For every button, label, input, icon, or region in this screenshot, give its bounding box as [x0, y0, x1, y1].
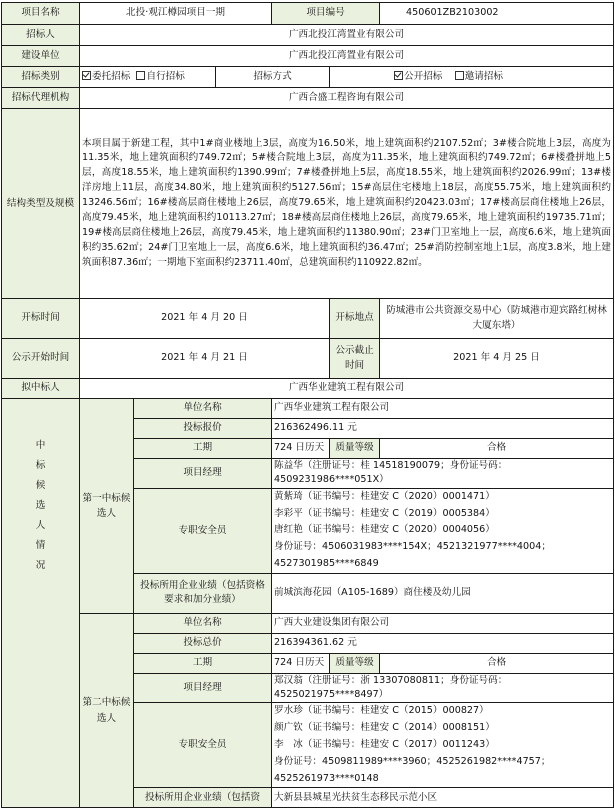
checkbox-checked-icon[interactable]	[82, 71, 91, 80]
second-safety-label: 专职安全员	[134, 703, 272, 788]
tender-method-options	[330, 67, 614, 88]
first-unit-value: 广西华业建筑工程有限公司	[272, 399, 614, 419]
first-quality-label: 质量等级	[330, 439, 380, 459]
project-name-label: 项目名称	[2, 3, 80, 25]
second-manager-value: 郑汉翁（注册证号：浙 13307080811；身份证号码：4525021975****8497）	[272, 673, 614, 703]
second-unit-value: 广西大业建设集团有限公司	[272, 613, 614, 633]
first-perf-label: 投标所用企业业绩（包括资格要求和加分业绩）	[134, 573, 272, 613]
second-perf-label: 投标所用企业业绩（包括资	[134, 788, 272, 808]
first-price-label: 投标报价	[134, 419, 272, 439]
second-manager-label: 项目经理	[134, 673, 272, 703]
second-safety-line: 罗水珍（证书编号：桂建安 C（2015）000827）	[274, 705, 489, 717]
builder-label: 建设单位	[2, 46, 80, 67]
first-manager-value: 陈益华（注册证号：桂 14518190079；身份证号码：4509231986****051X）	[272, 459, 614, 489]
publicity-start-value: 2021 年 4 月 21 日	[80, 339, 330, 379]
tenderer-value: 广西北投江湾置业有限公司	[80, 25, 614, 46]
self-tender-option[interactable]	[136, 71, 184, 82]
structure-text: 本项目属于新建工程，其中1#商业楼地上3层，高度为16.50米，地上建筑面积约2107.52㎡；3#楼合院地上3层，高度为11.35米，地上建筑面积约749.72㎡；5#楼合院地上3层，高度为11.35米，地上建筑面积约749.72㎡；6#楼叠拼地上5层，高度18.55米，地上建筑面积约1390.99㎡；7#楼叠拼地上5层，高度18.55米，地上建筑面积约2026.99㎡；13#楼洋房地上11层，高度34.80米，地上建筑面积约5127.56㎡；15#高层住宅楼地上18层，高度55.75米，地上建筑面积约13246.56㎡；16#楼高层商住楼地上26层，高度79.65米，地上建筑面积约20423.03㎡；17#楼高层商住楼地上26层，高度79.45米，地上建筑面积约10113.27㎡；18#楼高层商住楼地上26层，高度79.65米，地上建筑面积约19735.71㎡；19#楼高层商住楼地上26层，高度79.45米，地上建筑面积约11380.90㎡；23#门卫室地上一层，高度6.6米，地上建筑面积约35.62㎡；24#门卫室地上一层，高度6.6米，地上建筑面积约36.47㎡；25#消防控制室地上1层，高度3.8米，地上建筑面积87.36㎡；一期地下室面积约23711.40㎡，总建筑面积约110922.82㎡。	[80, 109, 614, 299]
first-safety-line: 黄紫琦（证书编号：桂建安 C（2020）0001471）	[274, 490, 495, 502]
first-safety-label: 专职安全员	[134, 488, 272, 573]
checkbox-empty-icon[interactable]	[455, 71, 464, 80]
publicity-start-label: 公示开始时间	[2, 339, 80, 379]
second-candidate-label: 第二中标候选人	[80, 613, 134, 808]
winner-label: 拟中标人	[2, 379, 80, 399]
structure-label: 结构类型及规模	[2, 109, 80, 299]
open-tender-option[interactable]	[394, 71, 442, 82]
tenderer-label: 招标人	[2, 25, 80, 46]
first-safety-value	[272, 488, 614, 573]
open-tender-label: 公开招标	[404, 70, 443, 82]
tender-method-label: 招标方式	[216, 67, 330, 88]
candidates-section-label	[2, 399, 80, 614]
builder-value: 广西北投江湾置业有限公司	[80, 46, 614, 67]
second-period-value: 724 日历天	[272, 653, 330, 673]
first-price-value: 216362496.11 元	[272, 419, 614, 439]
opening-place-value: 防城港市公共资源交易中心（防城港市迎宾路红树林大厦东塔）	[380, 299, 614, 339]
first-unit-label: 单位名称	[134, 399, 272, 419]
agency-value: 广西合盛工程咨询有限公司	[80, 88, 614, 109]
opening-time-label: 开标时间	[2, 299, 80, 339]
entrusted-tender-option[interactable]	[82, 71, 130, 82]
first-safety-line: 李彩平（证书编号：桂建安 C（2019）0005384）	[274, 507, 495, 519]
second-quality-value: 合格	[380, 653, 614, 673]
second-period-label: 工期	[134, 653, 272, 673]
self-tender-label: 自行招标	[146, 70, 185, 82]
candidates-section-text: 中标候选人情况	[35, 439, 46, 572]
tender-type-options	[80, 67, 216, 88]
agency-label: 招标代理机构	[2, 88, 80, 109]
checkbox-checked-icon[interactable]	[394, 71, 403, 80]
first-period-value: 724 日历天	[272, 439, 330, 459]
second-unit-label: 单位名称	[134, 613, 272, 633]
first-perf-value: 前城滨海花园（A105-1689）商住楼及幼儿园	[272, 573, 614, 613]
second-price-label: 投标总价	[134, 633, 272, 653]
first-safety-line: 身份证号：4506031983****154X；4521321977****4004；4527301985****6849	[274, 541, 551, 569]
second-safety-line: 李 冰（证书编号：桂建安 C（2017）0011243）	[274, 739, 495, 751]
first-manager-label: 项目经理	[134, 459, 272, 489]
project-name-value: 北投·观江樽园项目一期	[80, 3, 272, 25]
opening-place-label: 开标地点	[330, 299, 380, 339]
second-price-value: 216394361.62 元	[272, 633, 614, 653]
winner-value: 广西华业建筑工程有限公司	[80, 379, 614, 399]
second-quality-label: 质量等级	[330, 653, 380, 673]
invited-tender-option[interactable]	[455, 71, 503, 82]
second-safety-line: 身份证号：4509811989****3960；4525261982****4757；4525261973****0148	[274, 755, 551, 784]
project-code-value: 450601ZB2103002	[380, 3, 614, 25]
first-quality-value: 合格	[380, 439, 614, 459]
candidates-section-continuation	[2, 613, 80, 808]
tender-type-label: 招标类别	[2, 67, 80, 88]
second-safety-line: 颜广钦（证书编号：桂建安 C（2014）0008151）	[274, 722, 495, 734]
bid-publicity-table	[1, 2, 614, 808]
entrusted-tender-label: 委托招标	[92, 70, 131, 82]
project-code-label: 项目编号	[272, 3, 380, 25]
first-safety-line: 唐红艳（证书编号：桂建安 C（2020）0004056）	[274, 524, 495, 536]
checkbox-empty-icon[interactable]	[136, 71, 145, 80]
first-candidate-label: 第一中标候选人	[80, 399, 134, 614]
first-period-label: 工期	[134, 439, 272, 459]
publicity-end-value: 2021 年 4 月 25 日	[380, 339, 614, 379]
invited-tender-label: 邀请招标	[464, 70, 503, 82]
publicity-end-label: 公示截止时间	[330, 339, 380, 379]
second-safety-value	[272, 703, 614, 788]
second-perf-value: 大新县县城星光扶贫生态移民示范小区	[272, 788, 614, 808]
opening-time-value: 2021 年 4 月 20 日	[80, 299, 330, 339]
